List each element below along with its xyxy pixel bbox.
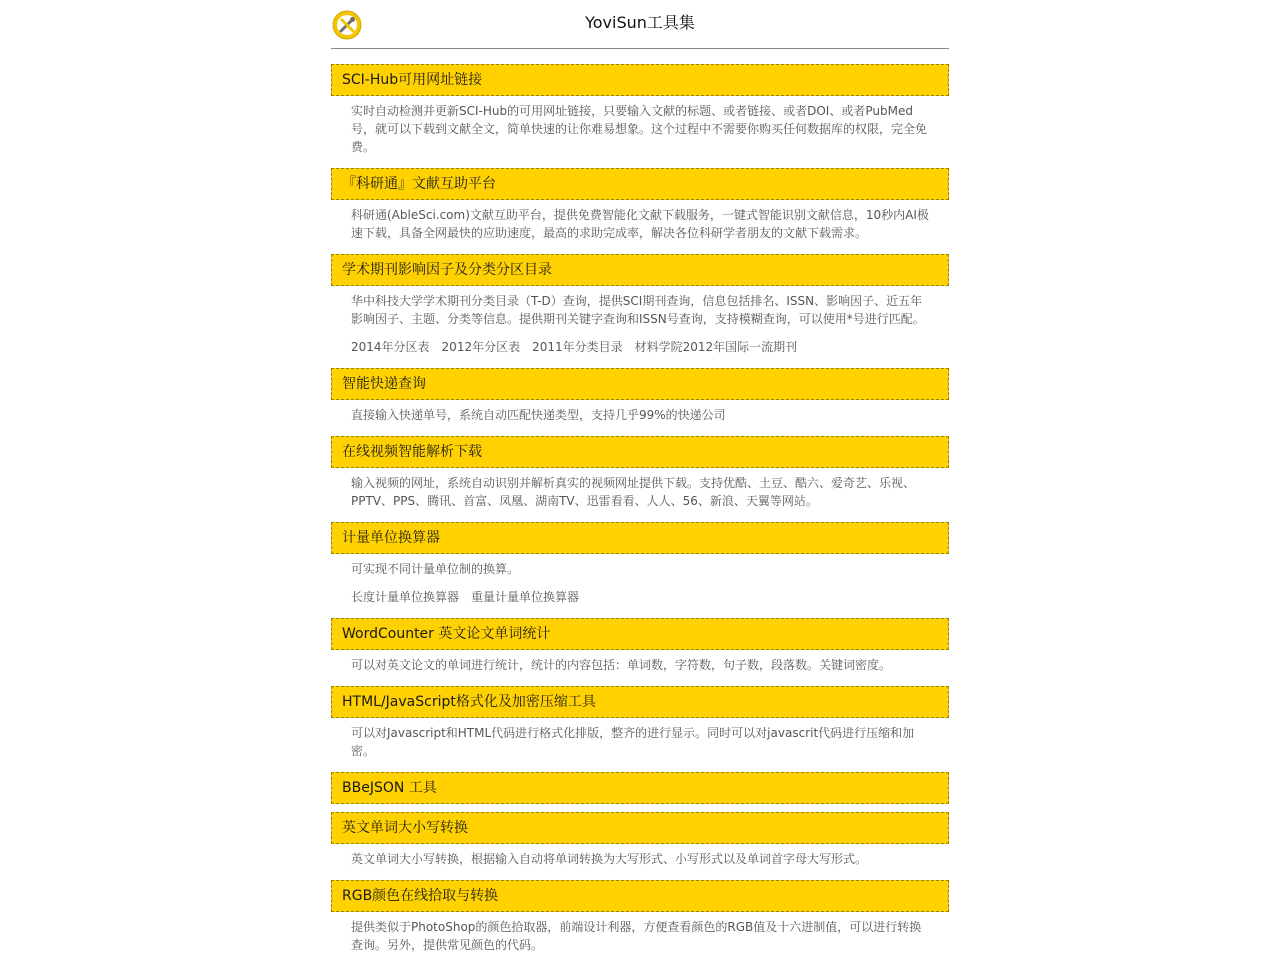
tools-logo-icon[interactable] <box>332 10 362 40</box>
tool-title-link[interactable]: RGB颜色在线拾取与转换 <box>331 880 949 912</box>
tool-section <box>331 772 949 804</box>
page <box>331 0 949 958</box>
tool-sublinks <box>351 338 929 356</box>
tool-description: 直接输入快递单号，系统自动匹配快递类型，支持几乎99%的快递公司 <box>351 408 726 422</box>
tool-description: 英文单词大小写转换，根据输入自动将单词转换为大写形式、小写形式以及单词首字母大写形式。 <box>351 852 868 866</box>
site-title: YoviSun工具集 <box>585 13 695 32</box>
tool-title-link[interactable]: 智能快递查询 <box>331 368 949 400</box>
tool-description: 华中科技大学学术期刊分类目录（T-D）查询，提供SCI期刊查询，信息包括排名、ISSN、影响因子、近五年影响因子、主题、分类等信息。提供期刊关键字查询和ISSN号查询，支持模糊查询，可以使用*号进行匹配。 <box>351 294 925 326</box>
tool-sublinks <box>351 588 929 606</box>
tool-section <box>331 168 949 246</box>
tool-section <box>331 812 949 872</box>
tool-sublink[interactable]: 重量计量单位换算器 <box>471 590 580 604</box>
tool-title-link[interactable]: 计量单位换算器 <box>331 522 949 554</box>
tool-title-link[interactable]: 英文单词大小写转换 <box>331 812 949 844</box>
tool-sublink[interactable]: 2011年分类目录 <box>532 340 623 354</box>
tool-section <box>331 880 949 958</box>
tool-section <box>331 436 949 514</box>
site-header <box>331 8 949 49</box>
tool-title-link[interactable]: 『科研通』文献互助平台 <box>331 168 949 200</box>
tool-section <box>331 64 949 160</box>
tool-description: 可实现不同计量单位制的换算。 <box>351 562 520 576</box>
tool-title-link[interactable]: 在线视频智能解析下载 <box>331 436 949 468</box>
tool-sublink[interactable]: 长度计量单位换算器 <box>351 590 460 604</box>
tool-description: 可以对英文论文的单词进行统计，统计的内容包括：单词数，字符数，句子数，段落数。关键词密度。 <box>351 658 892 672</box>
tool-description: 提供类似于PhotoShop的颜色拾取器，前端设计利器，方便查看颜色的RGB值及十六进制值，可以进行转换查询。另外，提供常见颜色的代码。 <box>351 920 922 952</box>
tool-sublink[interactable]: 2012年分区表 <box>441 340 521 354</box>
tool-description: 实时自动检测并更新SCI-Hub的可用网址链接，只要输入文献的标题、或者链接、或者DOI、或者PubMed号，就可以下载到文献全文，简单快速的让你难易想象。这个过程中不需要你购买任何数据库的权限，完全免费。 <box>351 104 928 154</box>
tool-section <box>331 368 949 428</box>
tool-section <box>331 254 949 360</box>
tool-description: 可以对Javascript和HTML代码进行格式化排版，整齐的进行显示。同时可以对javascrit代码进行压缩和加密。 <box>351 726 915 758</box>
tool-title-link[interactable]: HTML/JavaScript格式化及加密压缩工具 <box>331 686 949 718</box>
tool-section <box>331 618 949 678</box>
tool-sublink[interactable]: 材料学院2012年国际一流期刊 <box>634 340 798 354</box>
tool-sublink[interactable]: 2014年分区表 <box>351 340 430 354</box>
tool-title-link[interactable]: 学术期刊影响因子及分类分区目录 <box>331 254 949 286</box>
tool-title-link[interactable]: BBeJSON 工具 <box>331 772 949 804</box>
tool-section <box>331 522 949 610</box>
tool-title-link[interactable]: WordCounter 英文论文单词统计 <box>331 618 949 650</box>
tool-section <box>331 686 949 764</box>
tool-description: 输入视频的网址，系统自动识别并解析真实的视频网址提供下载。支持优酷、土豆、酷六、爱奇艺、乐视、PPTV、PPS、腾讯、首富、凤凰、湖南TV、迅雷看看、人人、56、新浪、天翼等网站。 <box>351 476 916 508</box>
tool-title-link[interactable]: SCI-Hub可用网址链接 <box>331 64 949 96</box>
tool-description: 科研通(AbleSci.com)文献互助平台，提供免费智能化文献下载服务，一键式智能识别文献信息，10秒内AI极速下载，具备全网最快的应助速度，最高的求助完成率，解决各位科研学者朋友的文献下载需求。 <box>351 208 929 240</box>
tool-list <box>331 64 949 958</box>
